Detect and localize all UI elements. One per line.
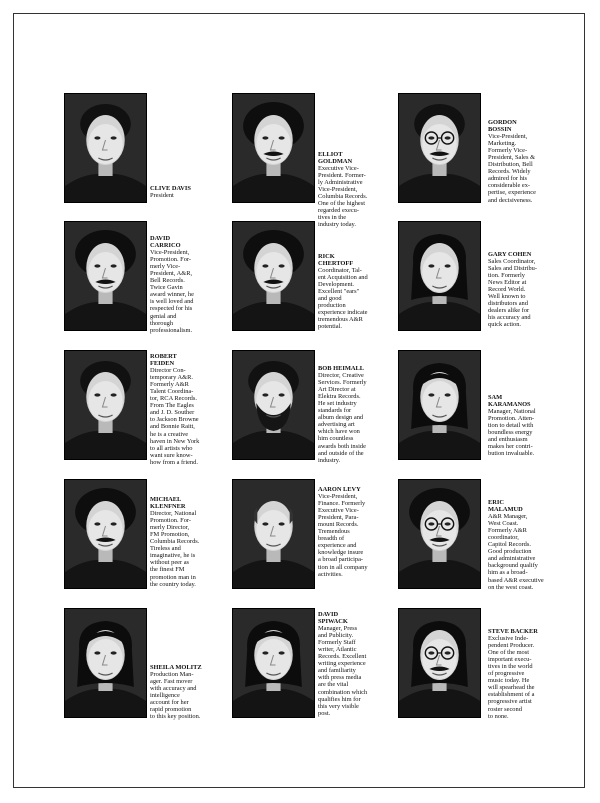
staff-description: A&R Manager, West Coast. Formerly A&R coordinator, Capitol Records. Good production and administrative background qualify him as a broad- based A&R executive on the west coast. xyxy=(488,513,544,591)
staff-name: RICK CHERTOFF xyxy=(318,253,354,268)
staff-description: Vice-President, Finance. Formerly Executive Vice- President, Para- mount Records. Tremendous breadth of experience and knowledge insure a broad participa- tion in all company activities. xyxy=(318,493,368,578)
portrait-photo xyxy=(232,350,315,460)
staff-caption xyxy=(488,251,537,329)
staff-caption xyxy=(150,496,199,588)
portrait-photo xyxy=(64,93,147,203)
staff-description: Vice-President, Promotion. For- merly Vice- President, A&R, Bell Records. Twice Gavin award winner, he is well loved and respected for his genial and thorough professionalism. xyxy=(150,249,194,334)
staff-description: Vice-President, Marketing. Formerly Vice- President, Sales & Distribution, Bell Records. Widely admired for his considerable ex- pertise, experience and decisiveness. xyxy=(488,133,536,204)
staff-name: ELLIOT GOLDMAN xyxy=(318,151,353,166)
staff-name: STEVE BACKER xyxy=(488,628,538,635)
staff-caption xyxy=(488,119,536,204)
staff-caption xyxy=(150,664,202,720)
staff-caption xyxy=(488,394,536,457)
staff-caption xyxy=(318,151,367,229)
staff-name: DAVID CARRICO xyxy=(150,235,181,250)
staff-name: GORDON BOSSIN xyxy=(488,119,517,134)
portrait-photo xyxy=(232,93,315,203)
portrait-photo xyxy=(232,608,315,718)
staff-caption xyxy=(488,628,538,720)
staff-description: Sales Coordinator, Sales and Distribu- tion. Formerly News Editor at Record World. Well known to distributors and dealers alike for his accuracy and quick action. xyxy=(488,258,537,329)
portrait-photo xyxy=(398,350,481,460)
staff-description: Director, Creative Services. Formerly Art Director at Elektra Records. He set industry standards for album design and advertising art which have won him countless awards both inside and outside of the industry. xyxy=(318,372,367,464)
staff-description: Coordinator, Tal- ent Acquisition and Development. Excellent "ears" and good production experience indicate tremendous A&R potential. xyxy=(318,267,368,331)
staff-name: DAVID SPIWACK xyxy=(318,611,348,626)
staff-caption xyxy=(150,185,191,199)
portrait-photo xyxy=(64,350,147,460)
staff-name: ROBERT FEIDEN xyxy=(150,353,177,368)
portrait-photo xyxy=(232,479,315,589)
portrait-photo xyxy=(64,221,147,331)
staff-description: Production Man- ager. Fast mover with accuracy and intelligence account for her rapid promotion to this key position. xyxy=(150,671,201,721)
portrait-photo xyxy=(64,479,147,589)
staff-description: Manager, Press and Publicity. Formerly Staff writer, Atlantic Records. Excellent writing experience and familiarity with press media are the vital combination which qualifies him for this very visible post. xyxy=(318,625,368,717)
staff-name: SAM KARAMANOS xyxy=(488,394,531,409)
staff-caption xyxy=(318,365,367,464)
portrait-photo xyxy=(398,221,481,331)
staff-description: Exclusive Inde- pendent Producer. One of the most important execu- tives in the world of progressive music today. He will spearhead the establishment of a progressive artist roster second to none. xyxy=(488,635,535,720)
staff-caption xyxy=(318,486,368,578)
staff-description: Manager, National Promotion. Atten- tion to detail with boundless energy and enthusiasm makes her contri- bution invaluable. xyxy=(488,408,536,458)
staff-description: Director, National Promotion. For- merly Director, FM Promotion, Columbia Records. Tireless and imaginative, he is without peer as the finest FM promotion man in the country today. xyxy=(150,510,200,588)
portrait-photo xyxy=(64,608,147,718)
portrait-photo xyxy=(398,479,481,589)
staff-caption xyxy=(488,499,544,591)
staff-name: GARY COHEN xyxy=(488,251,532,258)
staff-description: Director Con- temporary A&R. Formerly A&R Talent Coordina- tor, RCA Records. From The Eagles and J. D. Souther to Jackson Browne and Bonnie Raitt, he is a creative haven in New York to all artists who want sure know- how from a friend. xyxy=(150,367,200,466)
staff-caption xyxy=(150,235,194,334)
staff-name: AARON LEVY xyxy=(318,486,361,493)
staff-description: President xyxy=(150,192,174,200)
staff-caption xyxy=(150,353,199,466)
staff-name: ERIC MALAMUD xyxy=(488,499,523,514)
staff-name: MICHAEL KLENFNER xyxy=(150,496,186,511)
staff-name: SHEILA MOLITZ xyxy=(150,664,202,671)
portrait-photo xyxy=(232,221,315,331)
staff-description: Executive Vice- President. Former- ly Administrative Vice-President, Columbia Records. One of the highest regarded execu- tives in the industry today. xyxy=(318,165,368,229)
staff-name: CLIVE DAVIS xyxy=(150,185,191,192)
staff-name: BOB HEIMALL xyxy=(318,365,364,372)
staff-caption xyxy=(318,253,368,331)
staff-caption xyxy=(318,611,367,717)
portrait-photo xyxy=(398,93,481,203)
portrait-photo xyxy=(398,608,481,718)
